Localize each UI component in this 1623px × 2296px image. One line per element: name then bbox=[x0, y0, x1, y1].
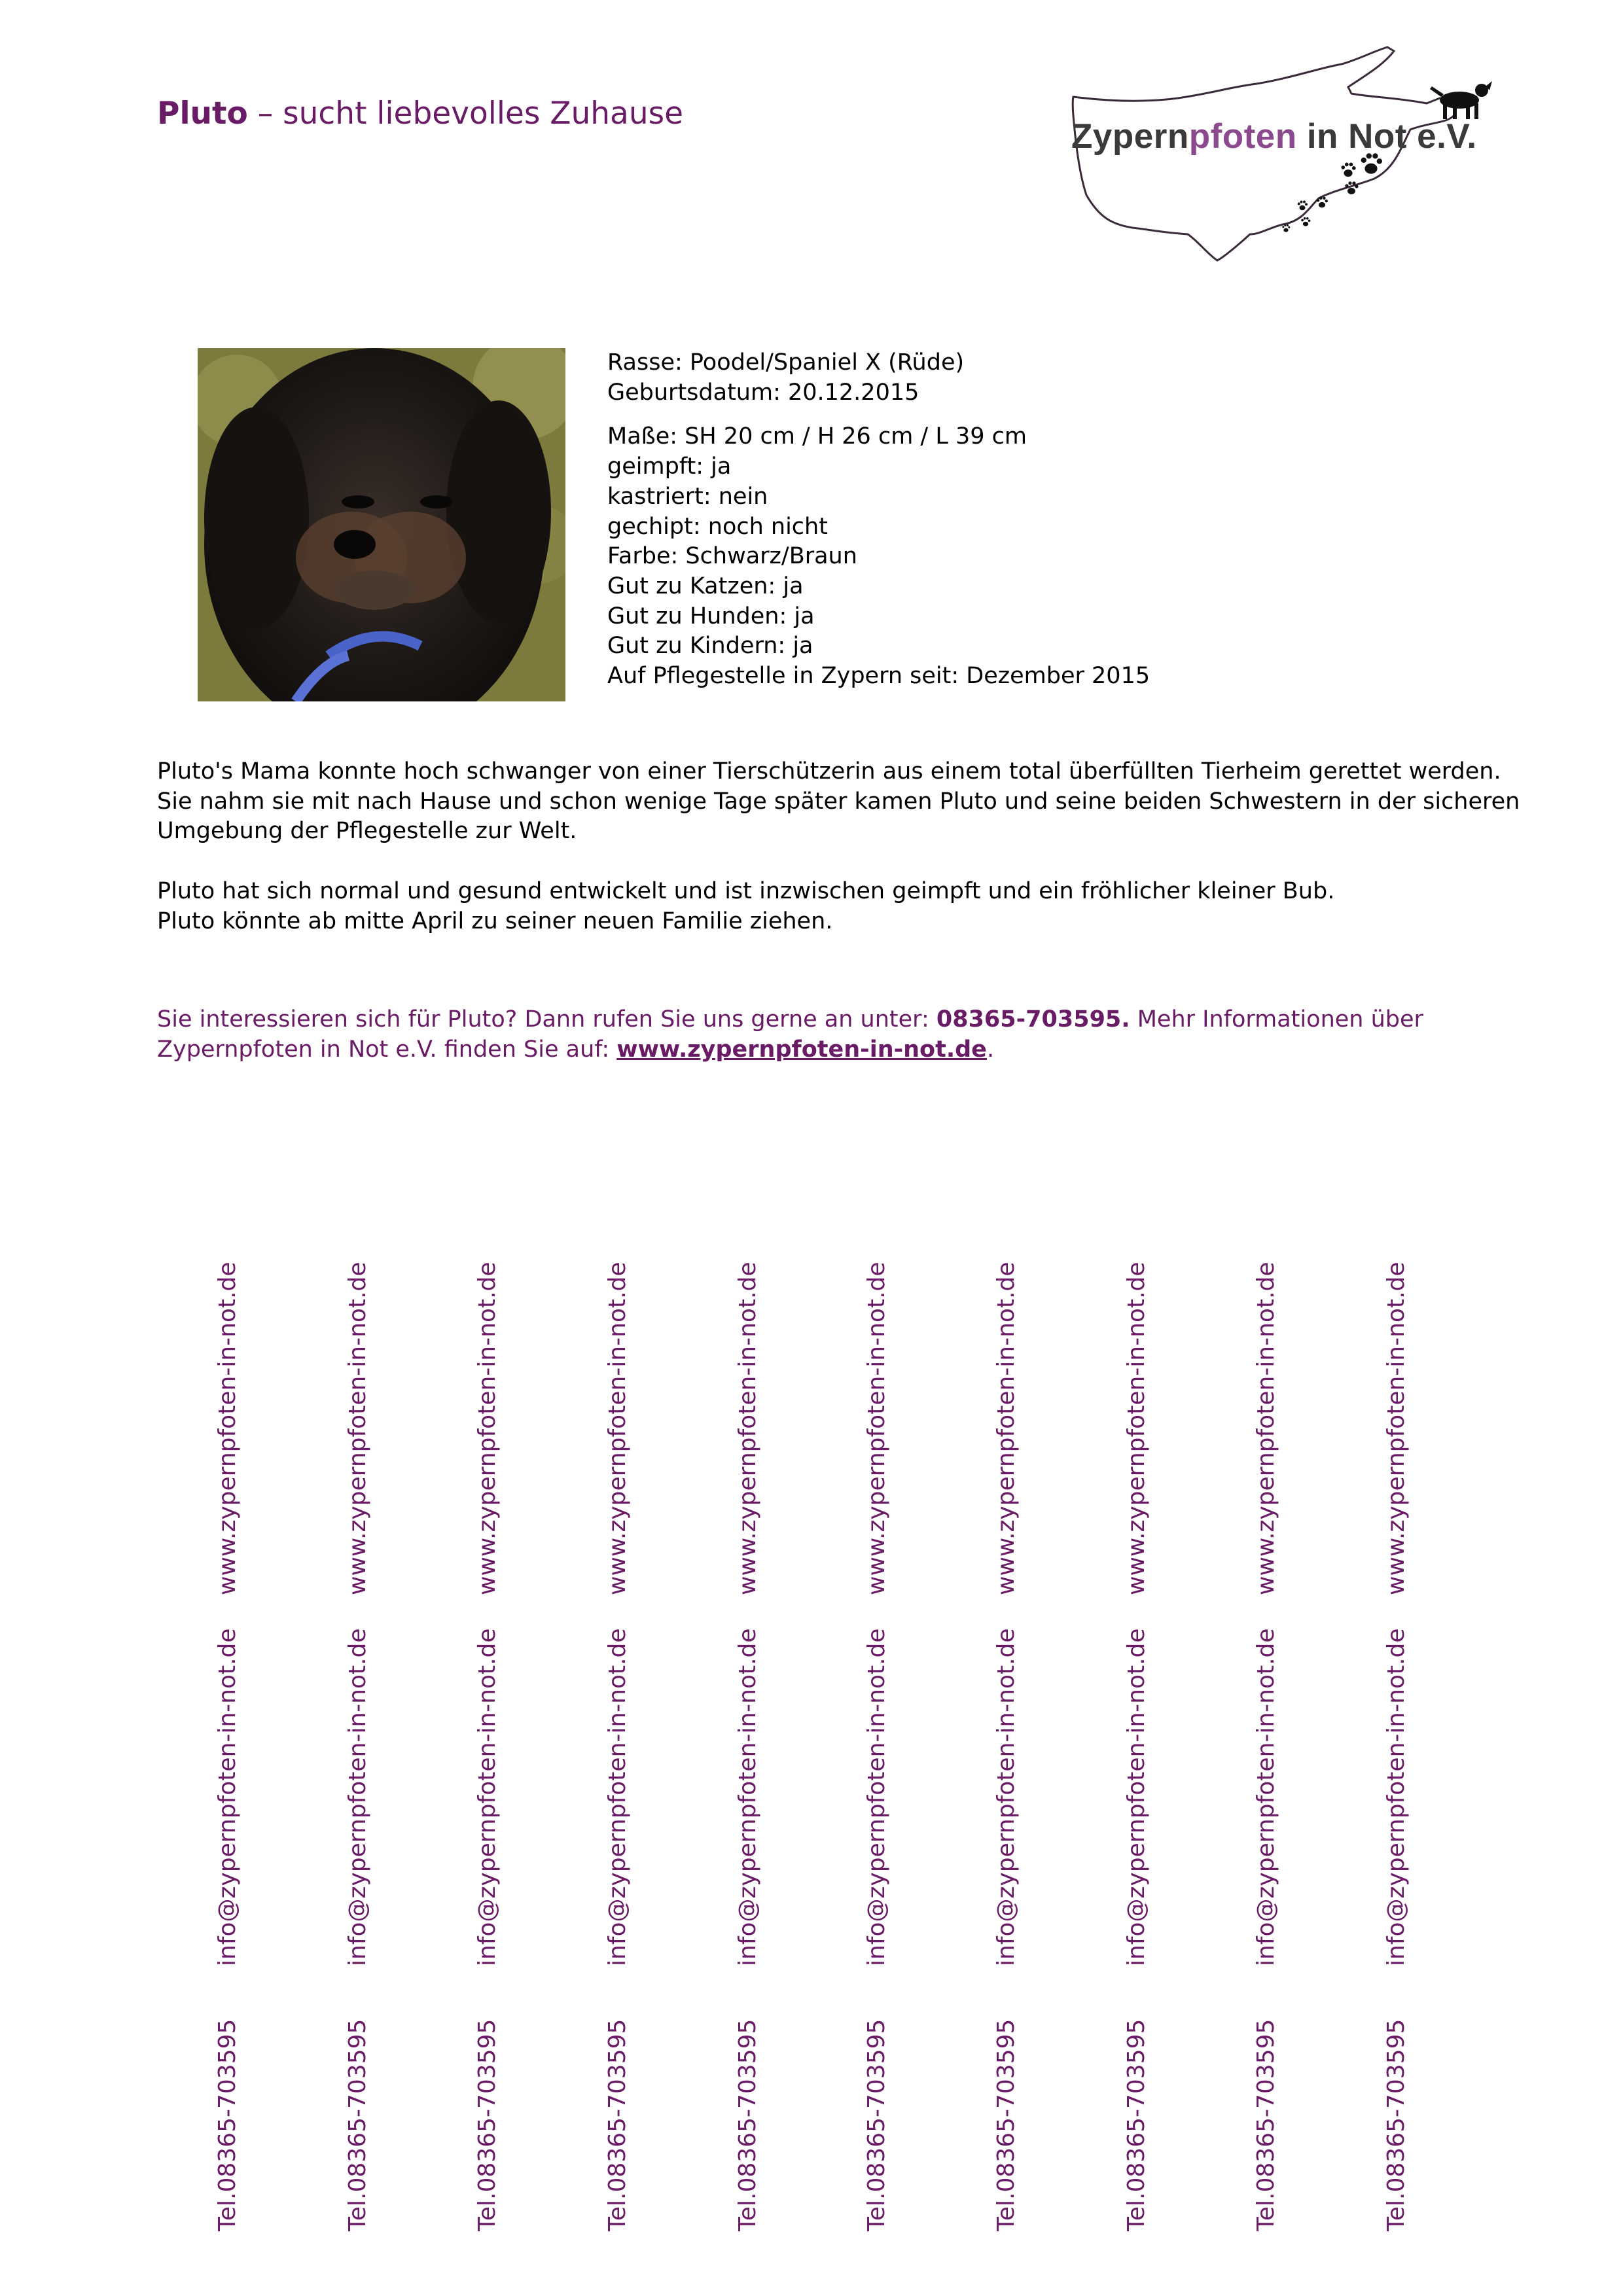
fact-masse: Maße: SH 20 cm / H 26 cm / L 39 cm bbox=[607, 423, 1027, 450]
strip-web: www.zypernpfoten-in-not.de bbox=[1123, 1262, 1150, 1595]
story-line: Pluto könnte ab mitte April zu seiner neuen Familie ziehen. bbox=[157, 908, 833, 934]
logo-wordmark bbox=[1071, 116, 1477, 156]
strip-web: www.zypernpfoten-in-not.de bbox=[1253, 1262, 1279, 1595]
strip-mail: info@zypernpfoten-in-not.de bbox=[734, 1628, 761, 1966]
strip-web: www.zypernpfoten-in-not.de bbox=[993, 1262, 1020, 1595]
fact-gechipt: gechipt: noch nicht bbox=[607, 513, 828, 540]
strip-mail: info@zypernpfoten-in-not.de bbox=[474, 1628, 501, 1966]
story-line: Pluto's Mama konnte hoch schwanger von einer Tierschützerin aus einem total überfüllten Tierheim gerettet werden. bbox=[157, 758, 1501, 785]
story-line: Pluto hat sich normal und gesund entwickelt und ist inzwischen geimpft und ein fröhlicher kleiner Bub. bbox=[157, 878, 1335, 904]
strip-mail: info@zypernpfoten-in-not.de bbox=[214, 1628, 241, 1966]
fact-hunden: Gut zu Hunden: ja bbox=[607, 603, 815, 629]
fact-kindern: Gut zu Kindern: ja bbox=[607, 633, 813, 660]
contact-phone: 08365-703595. bbox=[936, 1006, 1130, 1033]
strip-web: www.zypernpfoten-in-not.de bbox=[214, 1262, 241, 1595]
contact-text: Sie interessieren sich für Pluto? Dann rufen Sie uns gerne an unter: bbox=[157, 1006, 936, 1033]
fact-kastriert: kastriert: nein bbox=[607, 483, 768, 510]
strip-tel: Tel.08365-703595 bbox=[863, 2019, 890, 2231]
dog-name: Pluto bbox=[157, 96, 248, 132]
strip-web: www.zypernpfoten-in-not.de bbox=[1383, 1262, 1410, 1595]
strip-mail: info@zypernpfoten-in-not.de bbox=[1123, 1628, 1150, 1966]
logo-text-part2: pfoten bbox=[1188, 117, 1297, 156]
fact-pflegestelle: Auf Pflegestelle in Zypern seit: Dezember 2015 bbox=[607, 663, 1150, 690]
story-paragraph-2 bbox=[157, 877, 1334, 936]
contact-text: Zypernpfoten in Not e.V. finden Sie auf: bbox=[157, 1036, 617, 1063]
strip-web: www.zypernpfoten-in-not.de bbox=[604, 1262, 631, 1595]
dog-facts bbox=[607, 348, 1150, 692]
strip-web: www.zypernpfoten-in-not.de bbox=[863, 1262, 890, 1595]
contact-info bbox=[157, 1005, 1423, 1065]
strip-tel: Tel.08365-703595 bbox=[214, 2019, 241, 2231]
logo-text-part1: Zypern bbox=[1071, 117, 1189, 156]
fact-rasse: Rasse: Poodel/Spaniel X (Rüde) bbox=[607, 349, 965, 376]
strip-tel: Tel.08365-703595 bbox=[1383, 2019, 1410, 2231]
strip-tel: Tel.08365-703595 bbox=[474, 2019, 501, 2231]
strip-tel: Tel.08365-703595 bbox=[344, 2019, 371, 2231]
strip-mail: info@zypernpfoten-in-not.de bbox=[344, 1628, 371, 1966]
story-line: Sie nahm sie mit nach Hause und schon wenige Tage später kamen Pluto und seine beiden Schwestern in der sicheren bbox=[157, 788, 1520, 815]
strip-web: www.zypernpfoten-in-not.de bbox=[344, 1262, 371, 1595]
strip-mail: info@zypernpfoten-in-not.de bbox=[863, 1628, 890, 1966]
story-paragraph-1 bbox=[157, 757, 1520, 847]
title-subtitle: – sucht liebevolles Zuhause bbox=[247, 96, 684, 132]
strip-web: www.zypernpfoten-in-not.de bbox=[474, 1262, 501, 1595]
contact-text: . bbox=[986, 1036, 995, 1063]
strip-tel: Tel.08365-703595 bbox=[1253, 2019, 1279, 2231]
strip-mail: info@zypernpfoten-in-not.de bbox=[604, 1628, 631, 1966]
fact-geimpft: geimpft: ja bbox=[607, 453, 732, 480]
strip-mail: info@zypernpfoten-in-not.de bbox=[1383, 1628, 1410, 1966]
story-line: Umgebung der Pflegestelle zur Welt. bbox=[157, 818, 577, 845]
strip-tel: Tel.08365-703595 bbox=[1123, 2019, 1150, 2231]
fact-geburtsdatum: Geburtsdatum: 20.12.2015 bbox=[607, 379, 919, 406]
strip-tel: Tel.08365-703595 bbox=[734, 2019, 761, 2231]
dog-photo bbox=[198, 348, 565, 701]
fact-katzen: Gut zu Katzen: ja bbox=[607, 573, 804, 599]
strip-tel: Tel.08365-703595 bbox=[993, 2019, 1020, 2231]
strip-tel: Tel.08365-703595 bbox=[604, 2019, 631, 2231]
page-title bbox=[157, 96, 683, 132]
strip-mail: info@zypernpfoten-in-not.de bbox=[993, 1628, 1020, 1966]
fact-farbe: Farbe: Schwarz/Braun bbox=[607, 543, 857, 570]
contact-text: Mehr Informationen über bbox=[1130, 1006, 1423, 1033]
logo-text-part3: in Not e.V. bbox=[1296, 117, 1477, 156]
strip-mail: info@zypernpfoten-in-not.de bbox=[1253, 1628, 1279, 1966]
strip-web: www.zypernpfoten-in-not.de bbox=[734, 1262, 761, 1595]
website-link[interactable]: www.zypernpfoten-in-not.de bbox=[616, 1036, 987, 1063]
